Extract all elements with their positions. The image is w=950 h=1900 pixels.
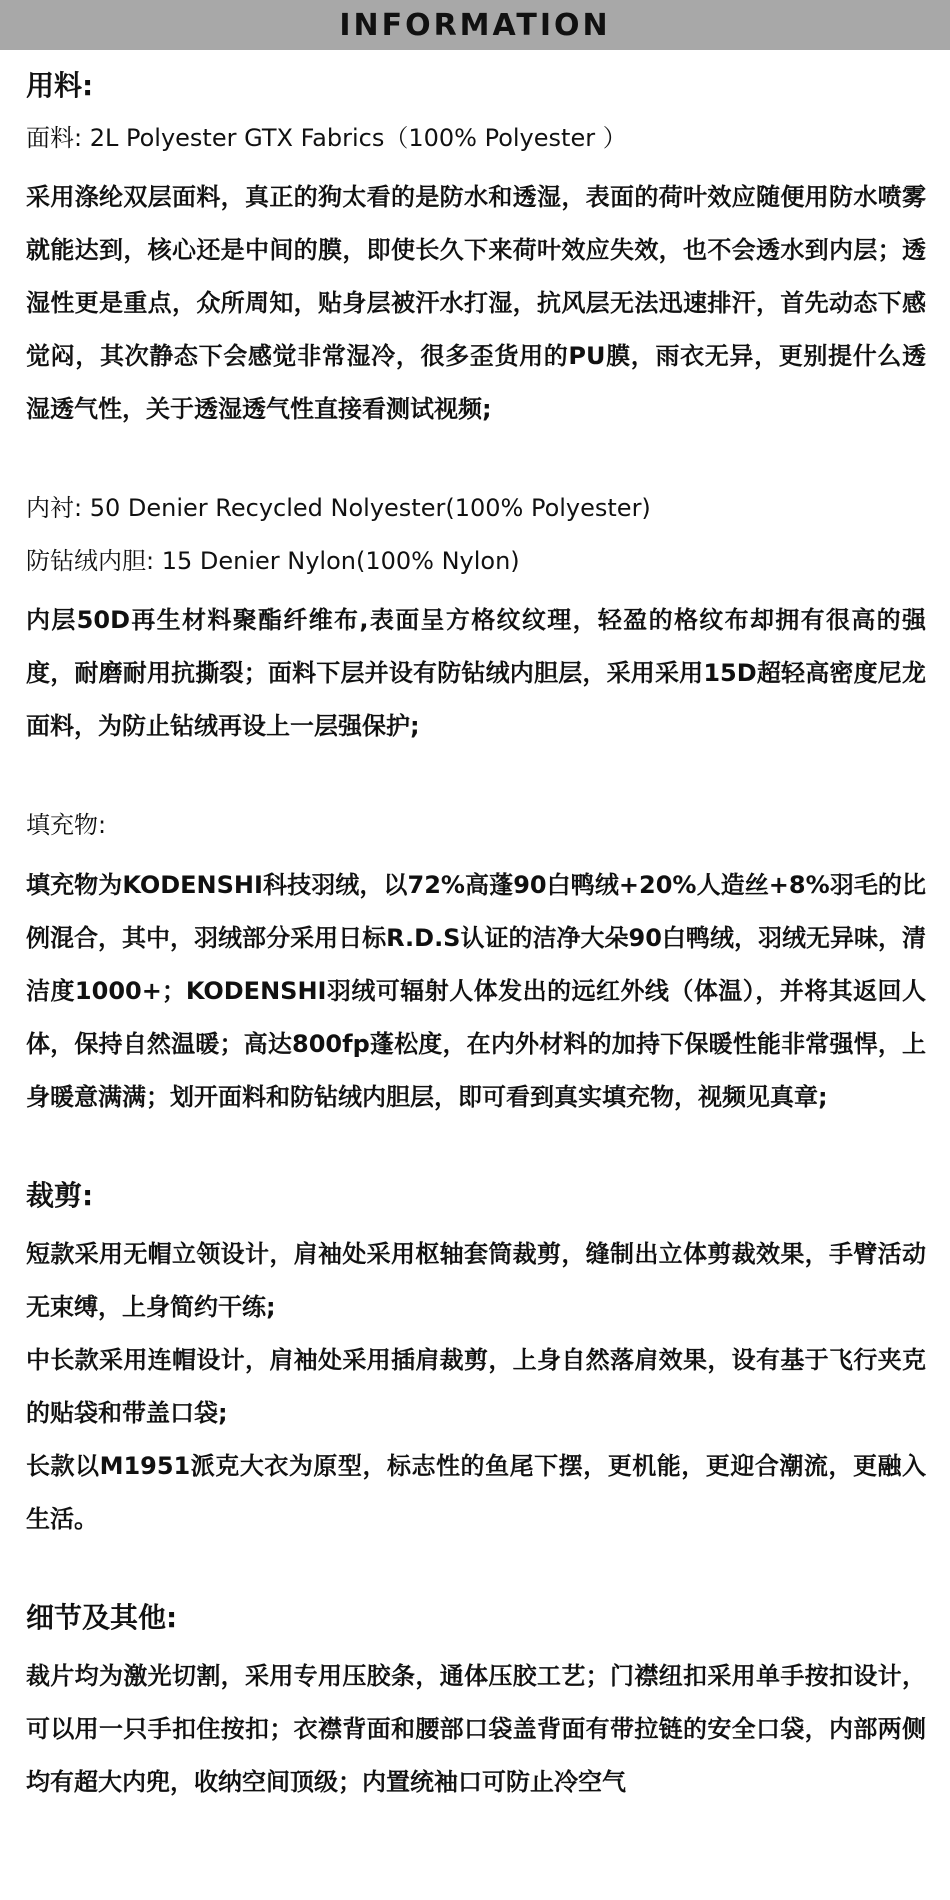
details-heading: 细节及其他: <box>26 1601 178 1634</box>
lining-description: 内层50D再生材料聚酯纤维布,表面呈方格纹纹理，轻盈的格纹布却拥有很高的强度，耐磨耐用抗撕裂；面料下层并设有防钻绒内胆层，采用采用15D超轻高密度尼龙面料，为防止钻绒再设上一层强保护; <box>26 606 926 740</box>
information-content <box>26 66 926 1809</box>
short-cut-description: 短款采用无帽立领设计，肩袖处采用枢轴套筒裁剪，缝制出立体剪裁效果，手臂活动无束缚，上身简约干练; <box>26 1240 926 1321</box>
downproof-spec: 防钻绒内胆: 15 Denier Nylon(100% Nylon) <box>26 547 520 575</box>
cut-heading: 裁剪: <box>26 1179 94 1212</box>
details-description: 裁片均为激光切割，采用专用压胶条，通体压胶工艺；门襟纽扣采用单手按扣设计，可以用一只手扣住按扣；衣襟背面和腰部口袋盖背面有带拉链的安全口袋，内部两侧均有超大内兜，收纳空间顶级；内置统袖口可防止冷空气 <box>26 1662 926 1796</box>
mid-cut-description: 中长款采用连帽设计，肩袖处采用插肩裁剪，上身自然落肩效果，设有基于飞行夹克的贴袋和带盖口袋; <box>26 1346 926 1427</box>
fabric-spec: 面料: 2L Polyester GTX Fabrics（100% Polyester ） <box>26 124 627 152</box>
fabric-description: 采用涤纶双层面料，真正的狗太看的是防水和透湿，表面的荷叶效应随便用防水喷雾就能达到，核心还是中间的膜，即使长久下来荷叶效应失效，也不会透水到内层；透湿性更是重点，众所周知，贴身层被汗水打湿，抗风层无法迅速排汗，首先动态下感觉闷，其次静态下会感觉非常湿冷，很多歪货用的PU膜，雨衣无异，更别提什么透湿透气性，关于透湿透气性直接看测试视频; <box>26 183 926 423</box>
long-cut-description: 长款以M1951派克大衣为原型，标志性的鱼尾下摆，更机能，更迎合潮流，更融入生活。 <box>26 1452 926 1533</box>
lining-spec: 内衬: 50 Denier Recycled Nolyester(100% Polyester) <box>26 494 651 522</box>
page-title: INFORMATION <box>339 7 611 43</box>
filling-description: 填充物为KODENSHI科技羽绒，以72%高蓬90白鸭绒+20%人造丝+8%羽毛的比例混合，其中，羽绒部分采用日标R.D.S认证的洁净大朵90白鸭绒，羽绒无异味，清洁度1000+；KODENSHI羽绒可辐射人体发出的远红外线（体温），并将其返回人体，保持自然温暖；高达800fp蓬松度，在内外材料的加持下保暖性能非常强悍，上身暖意满满；划开面料和防钻绒内胆层，即可看到真实填充物，视频见真章; <box>26 871 926 1111</box>
header-bar <box>0 0 950 50</box>
materials-heading: 用料: <box>26 69 94 102</box>
filling-heading: 填充物: <box>26 811 107 839</box>
